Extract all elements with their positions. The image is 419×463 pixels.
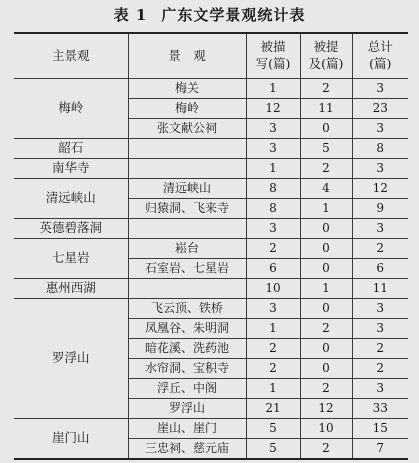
mentioned-count-cell: 2 [300,439,352,460]
described-count-cell: 5 [246,439,300,460]
table-row [14,419,408,439]
header-mentioned-line1: 被提 [313,39,339,55]
table-caption [0,4,419,25]
header-landscape: 景 观 [128,33,246,79]
mentioned-count-cell: 2 [300,379,352,399]
total-count-cell: 3 [352,219,408,239]
mentioned-count-cell: 0 [300,299,352,319]
landscape-cell: 三忠祠、慈元庙 [128,439,246,460]
landscape-cell: 暗花溪、洗药池 [128,339,246,359]
total-count-cell: 6 [352,259,408,279]
landscape-cell: 石室岩、七星岩 [128,259,246,279]
total-count-cell: 2 [352,339,408,359]
mentioned-count-cell: 2 [300,79,352,99]
total-count-cell: 9 [352,199,408,219]
table-body [14,79,408,460]
mentioned-count-cell: 5 [300,139,352,159]
mentioned-count-cell: 0 [300,239,352,259]
landscape-cell: 凤凰谷、朱明洞 [128,319,246,339]
total-count-cell: 3 [352,379,408,399]
described-count-cell: 6 [246,259,300,279]
total-count-cell: 15 [352,419,408,439]
header-row [14,33,408,79]
described-count-cell: 3 [246,119,300,139]
header-total-line1: 总计 [367,39,393,55]
table-number: 表 1 [113,6,148,24]
table-row [14,159,408,179]
total-count-cell: 3 [352,319,408,339]
total-count-cell: 12 [352,179,408,199]
mentioned-count-cell: 1 [300,199,352,219]
header-total-count [352,33,408,79]
main-landscape-cell: 惠州西湖 [14,279,128,299]
described-count-cell: 8 [246,199,300,219]
described-count-cell: 12 [246,99,300,119]
described-count-cell: 5 [246,419,300,439]
main-landscape-cell: 七星岩 [14,239,128,279]
mentioned-count-cell: 0 [300,119,352,139]
described-count-cell: 1 [246,319,300,339]
landscape-cell: 崖山、崖门 [128,419,246,439]
described-count-cell: 2 [246,359,300,379]
described-count-cell: 8 [246,179,300,199]
landscape-cell: 水帘洞、宝积寺 [128,359,246,379]
main-landscape-cell: 英德碧落洞 [14,219,128,239]
described-count-cell: 3 [246,139,300,159]
table-row [14,239,408,259]
total-count-cell: 3 [352,299,408,319]
landscape-cell: 飞云顶、铁桥 [128,299,246,319]
main-landscape-cell: 清远峡山 [14,179,128,219]
described-count-cell: 1 [246,159,300,179]
described-count-cell: 1 [246,79,300,99]
header-mentioned-line2: 及(篇) [308,56,344,71]
landscape-cell: 梅关 [128,79,246,99]
total-count-cell: 3 [352,119,408,139]
mentioned-count-cell: 2 [300,159,352,179]
mentioned-count-cell: 1 [300,279,352,299]
table-row [14,79,408,99]
mentioned-count-cell: 2 [300,319,352,339]
mentioned-count-cell: 0 [300,359,352,379]
mentioned-count-cell: 0 [300,259,352,279]
mentioned-count-cell: 11 [300,99,352,119]
total-count-cell: 8 [352,139,408,159]
described-count-cell: 3 [246,299,300,319]
total-count-cell: 23 [352,99,408,119]
landscape-cell [128,159,246,179]
table-row [14,299,408,319]
total-count-cell: 2 [352,359,408,379]
header-described-line2: 写(篇) [255,56,291,71]
header-described-count [246,33,300,79]
main-landscape-cell: 韶石 [14,139,128,159]
landscape-cell [128,219,246,239]
landscape-cell: 浮丘、中阁 [128,379,246,399]
table-row [14,279,408,299]
described-count-cell: 2 [246,239,300,259]
described-count-cell: 2 [246,339,300,359]
total-count-cell: 3 [352,79,408,99]
landscape-cell: 梅岭 [128,99,246,119]
statistics-table [14,32,408,460]
main-landscape-cell: 罗浮山 [14,299,128,419]
header-mentioned-count [300,33,352,79]
landscape-cell [128,279,246,299]
landscape-cell [128,139,246,159]
total-count-cell: 2 [352,239,408,259]
table-row [14,179,408,199]
described-count-cell: 10 [246,279,300,299]
mentioned-count-cell: 0 [300,339,352,359]
total-count-cell: 3 [352,159,408,179]
mentioned-count-cell: 4 [300,179,352,199]
total-count-cell: 33 [352,399,408,419]
described-count-cell: 1 [246,379,300,399]
table-row [14,219,408,239]
described-count-cell: 3 [246,219,300,239]
header-main-landscape: 主景观 [14,33,128,79]
mentioned-count-cell: 10 [300,419,352,439]
landscape-cell: 崧台 [128,239,246,259]
header-total-line2: (篇) [369,56,392,71]
mentioned-count-cell: 0 [300,219,352,239]
table-title: 广东文学景观统计表 [161,6,306,24]
table-row [14,139,408,159]
mentioned-count-cell: 12 [300,399,352,419]
landscape-cell: 罗浮山 [128,399,246,419]
main-landscape-cell: 崖门山 [14,419,128,460]
header-described-line1: 被描 [260,39,286,55]
described-count-cell: 21 [246,399,300,419]
landscape-cell: 归猿洞、飞来寺 [128,199,246,219]
total-count-cell: 11 [352,279,408,299]
total-count-cell: 7 [352,439,408,460]
main-landscape-cell: 梅岭 [14,79,128,139]
main-landscape-cell: 南华寺 [14,159,128,179]
landscape-cell: 张文献公祠 [128,119,246,139]
landscape-cell: 清远峡山 [128,179,246,199]
